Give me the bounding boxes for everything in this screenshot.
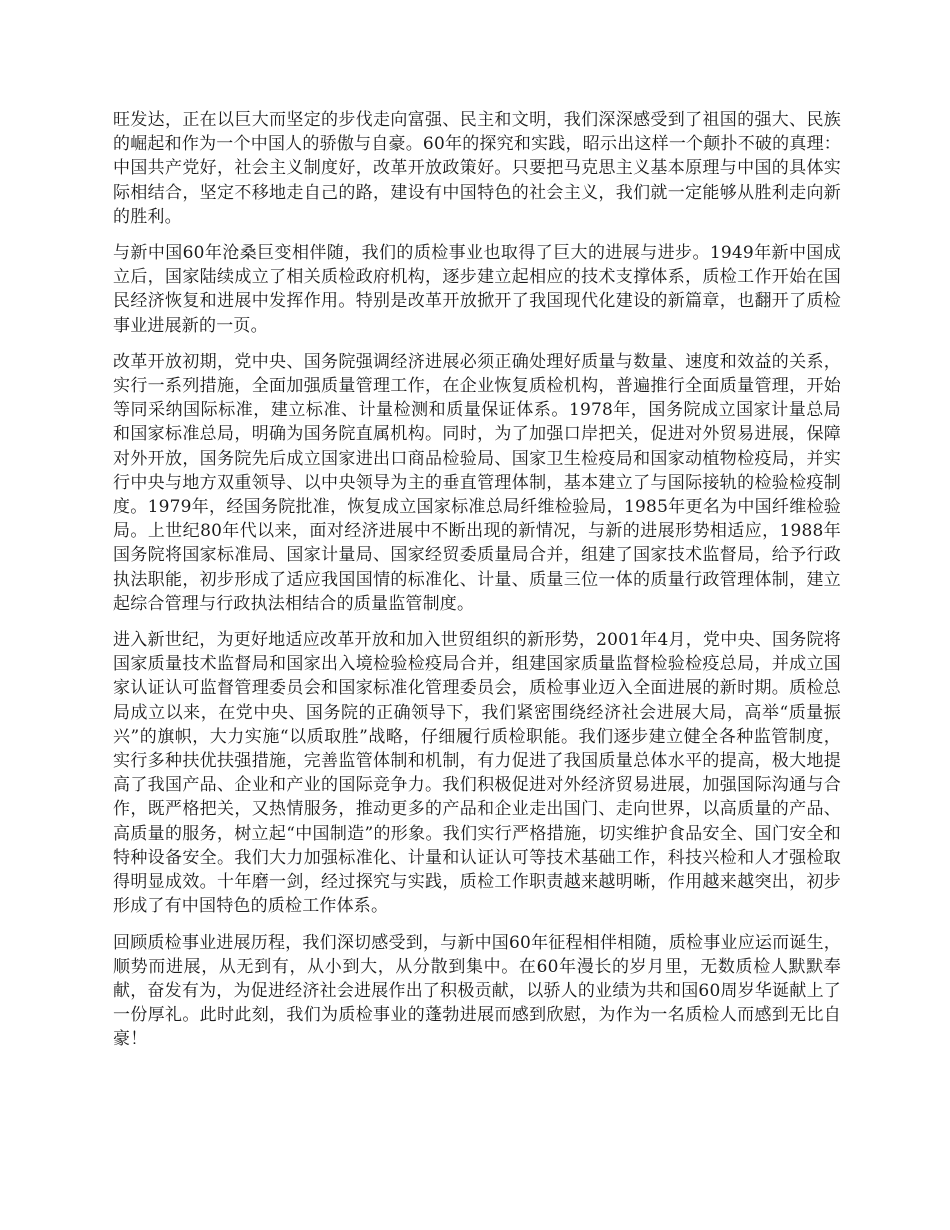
paragraph-5: 回顾质检事业进展历程，我们深切感受到，与新中国60年征程相伴相随，质检事业应运而诞生，顺势而进展，从无到有，从小到大，从分散到集中。在60年漫长的岁月里，无数质检人默默奉献，奋发有为，为促进经济社会进展作出了积极贡献，以骄人的业绩为共和国60周岁华诞献上了一份厚礼。此时此刻，我们为质检事业的蓬勃进展而感到欣慰，为作为一名质检人而感到无比自豪！ xyxy=(113,932,841,1050)
paragraph-4: 进入新世纪，为更好地适应改革开放和加入世贸组织的新形势，2001年4月，党中央、国务院将国家质量技术监督局和国家出入境检验检疫局合并，组建国家质量监督检验检疫总局，并成立国家认证认可监督管理委员会和国家标准化管理委员会，质检事业迈入全面进展的新时期。质检总局成立以来，在党中央、国务院的正确领导下，我们紧密围绕经济社会进展大局，高举“质量振兴”的旗帜，大力实施“以质取胜”战略，仔细履行质检职能。我们逐步建立健全各种监管制度，实行多种扶优扶强措施，完善监管体制和机制，有力促进了我国质量总体水平的提高，极大地提高了我国产品、企业和产业的国际竞争力。我们积极促进对外经济贸易进展，加强国际沟通与合作，既严格把关，又热情服务，推动更多的产品和企业走出国门、走向世界，以高质量的产品、高质量的服务，树立起“中国制造”的形象。我们实行严格措施，切实维护食品安全、国门安全和特种设备安全。我们大力加强标准化、计量和认证认可等技术基础工作，科技兴检和人才强检取得明显成效。十年磨一剑，经过探究与实践，质检工作职责越来越明晰，作用越来越突出，初步形成了有中国特色的质检工作体系。 xyxy=(113,630,841,917)
paragraph-3: 改革开放初期，党中央、国务院强调经济进展必须正确处理好质量与数量、速度和效益的关系，实行一系列措施，全面加强质量管理工作，在企业恢复质检机构，普遍推行全面质量管理，开始等同采纳国际标准，建立标准、计量检测和质量保证体系。1978年，国务院成立国家计量总局和国家标准总局，明确为国务院直属机构。同时，为了加强口岸把关，促进对外贸易进展，保障对外开放，国务院先后成立国家进出口商品检验局、国家卫生检疫局和国家动植物检疫局，并实行中央与地方双重领导、以中央领导为主的垂直管理体制，基本建立了与国际接轨的检验检疫制度。1979年，经国务院批准，恢复成立国家标准总局纤维检验局，1985年更名为中国纤维检验局。上世纪80年代以来，面对经济进展中不断出现的新情况，与新的进展形势相适应，1988年国务院将国家标准局、国家计量局、国家经贸委质量局合并，组建了国家技术监督局，给予行政执法职能，初步形成了适应我国国情的标准化、计量、质量三位一体的质量行政管理体制，建立起综合管理与行政执法相结合的质量监管制度。 xyxy=(113,351,841,614)
paragraph-1: 旺发达，正在以巨大而坚定的步伐走向富强、民主和文明，我们深深感受到了祖国的强大、民族的崛起和作为一个中国人的骄傲与自豪。60年的探究和实践，昭示出这样一个颠扑不破的真理：中国共产党好，社会主义制度好，改革开放政策好。只要把马克思主义基本原理与中国的具体实际相结合，坚定不移地走自己的路，建设有中国特色的社会主义，我们就一定能够从胜利走向新的胜利。 xyxy=(113,110,841,227)
paragraph-2: 与新中国60年沧桑巨变相伴随，我们的质检事业也取得了巨大的进展与进步。1949年新中国成立后，国家陆续成立了相关质检政府机构，逐步建立起相应的技术支撑体系，质检工作开始在国民经济恢复和进展中发挥作用。特别是改革开放掀开了我国现代化建设的新篇章，也翻开了质检事业进展新的一页。 xyxy=(113,243,841,336)
document-page xyxy=(113,108,841,1064)
